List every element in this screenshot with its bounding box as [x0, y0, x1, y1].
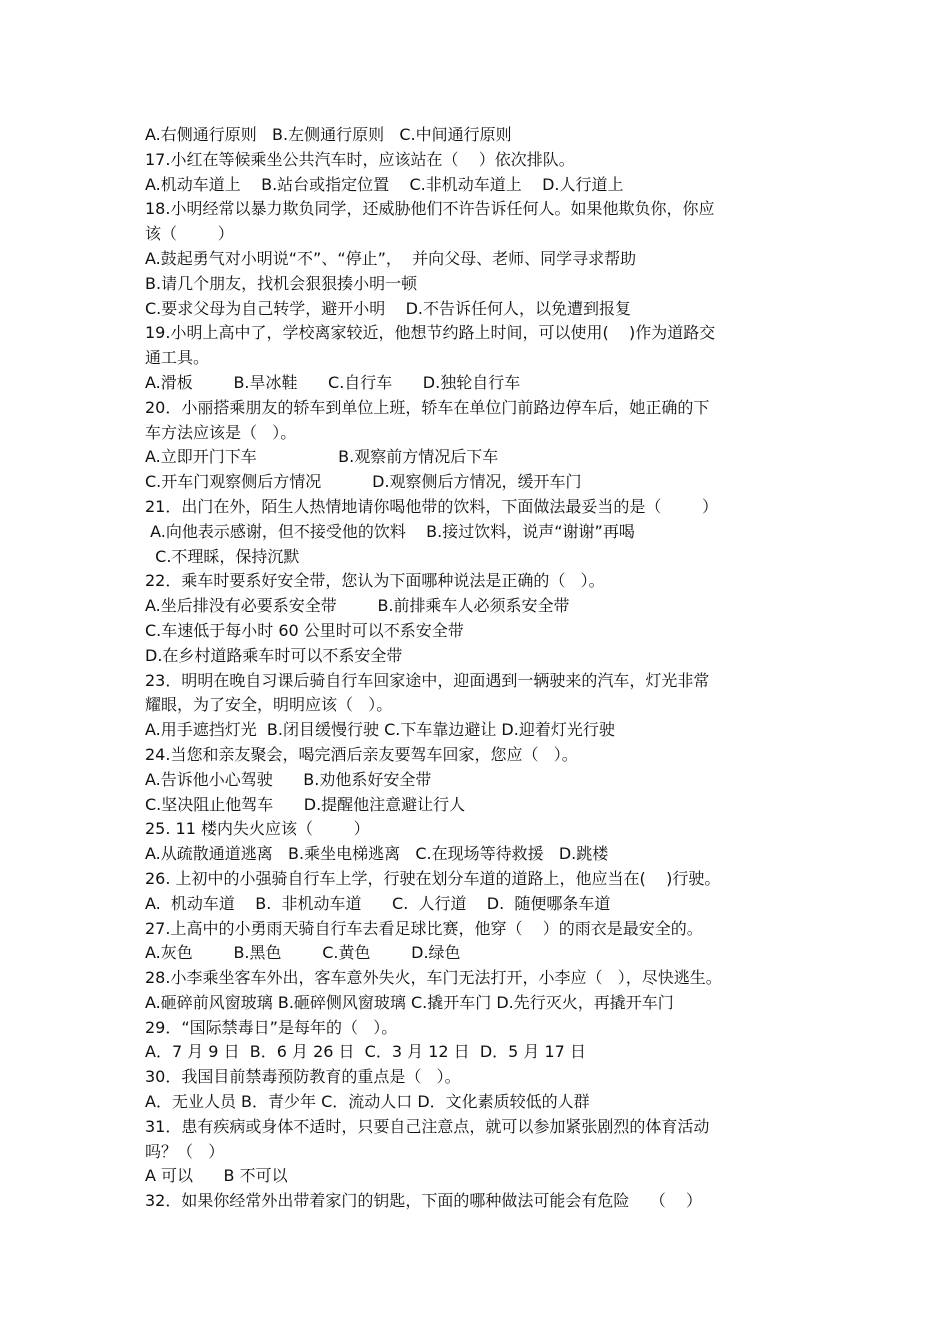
options-22ab: A.坐后排没有必要系安全带 B.前排乘车人必须系安全带 [145, 596, 570, 616]
options-20ab: A.立即开门下车 B.观察前方情况后下车 [145, 447, 499, 467]
options-17: A.机动车道上 B.站台或指定位置 C.非机动车道上 D.人行道上 [145, 174, 624, 194]
question-30: 30．我国目前禁毒预防教育的重点是（ ）。 [145, 1067, 461, 1087]
question-18-cont: 该（ ） [145, 224, 234, 244]
options-29: A．7 月 9 日 B．6 月 26 日 C．3 月 12 日 D．5 月 17 日 [145, 1042, 586, 1062]
options-28: A.砸碎前风窗玻璃 B.砸碎侧风窗玻璃 C.撬开车门 D.先行灭火，再撬开车门 [145, 992, 674, 1012]
question-23: 23．明明在晚自习课后骑自行车回家途中，迎面遇到一辆驶来的汽车，灯光非常 [145, 670, 710, 690]
question-29: 29．“国际禁毒日”是每年的（ ）。 [145, 1017, 398, 1037]
options-24ab: A.告诉他小心驾驶 B.劝他系好安全带 [145, 769, 432, 789]
question-19-cont: 通工具。 [145, 348, 210, 368]
question-23-cont: 耀眼，为了安全，明明应该（ ）。 [145, 695, 393, 715]
question-19: 19.小明上高中了，学校离家较近，他想节约路上时间，可以使用( )作为道路交 [145, 323, 716, 343]
options-31: A 可以 B 不可以 [145, 1166, 288, 1186]
options-26: A. 机动车道 B. 非机动车道 C. 人行道 D. 随便哪条车道 [145, 893, 611, 913]
question-21: 21．出门在外，陌生人热情地请你喝他带的饮料，下面做法最妥当的是（ ） [145, 496, 719, 516]
options-20cd: C.开车门观察侧后方情况 D.观察侧后方情况，缓开车门 [145, 472, 582, 492]
question-17: 17.小红在等候乘坐公共汽车时，应该站在（ ）依次排队。 [145, 149, 575, 169]
question-20: 20．小丽搭乘朋友的轿车到单位上班，轿车在单位门前路边停车后，她正确的下 [145, 397, 710, 417]
question-28: 28.小李乘坐客车外出，客车意外失火，车门无法打开，小李应（ ），尽快逃生。 [145, 968, 722, 988]
question-25: 25. 11 楼内失火应该（ ） [145, 819, 370, 839]
options-21ab: A.向他表示感谢，但不接受他的饮料 B.接过饮料，说声“谢谢”再喝 [145, 521, 635, 541]
option-18a: A.鼓起勇气对小明说“不”、“停止”， 并向父母、老师、同学寻求帮助 [145, 248, 637, 268]
question-32: 32．如果你经常外出带着家门的钥匙，下面的哪种做法可能会有危险 （ ） [145, 1191, 703, 1211]
question-31: 31．患有疾病或身体不适时，只要自己注意点，就可以参加紧张剧烈的体育活动 [145, 1116, 710, 1136]
options-24cd: C.坚决阻止他驾车 D.提醒他注意避让行人 [145, 794, 466, 814]
question-27: 27.上高中的小勇雨天骑自行车去看足球比赛，他穿（ ）的雨衣是最安全的。 [145, 918, 703, 938]
question-20-cont: 车方法应该是（ ）。 [145, 422, 297, 442]
question-26: 26. 上初中的小强骑自行车上学，行驶在划分车道的道路上，他应当在( )行驶。 [145, 868, 721, 888]
option-18cd: C.要求父母为自己转学，避开小明 D.不告诉任何人，以免遭到报复 [145, 298, 632, 318]
question-18: 18.小明经常以暴力欺负同学，还威胁他们不许告诉任何人。如果他欺负你，你应 [145, 199, 715, 219]
document-body [145, 123, 810, 1214]
option-18b: B.请几个朋友，找机会狠狠揍小明一顿 [145, 273, 418, 293]
text-line: A.右侧通行原则 B.左侧通行原则 C.中间通行原则 [145, 125, 512, 144]
options-21c: C.不理睬，保持沉默 [145, 546, 300, 566]
options-25: A.从疏散通道逃离 B.乘坐电梯逃离 C.在现场等待救援 D.跳楼 [145, 844, 609, 864]
options-30: A．无业人员 B．青少年 C．流动人口 D．文化素质较低的人群 [145, 1092, 590, 1112]
options-23: A.用手遮挡灯光 B.闭目缓慢行驶 C.下车靠边避让 D.迎着灯光行驶 [145, 720, 615, 740]
question-24: 24.当您和亲友聚会，喝完酒后亲友要驾车回家，您应（ ）。 [145, 744, 578, 764]
option-22d: D.在乡村道路乘车时可以不系安全带 [145, 645, 403, 665]
options-19: A.滑板 B.旱冰鞋 C.自行车 D.独轮自行车 [145, 372, 521, 392]
options-27: A.灰色 B.黑色 C.黄色 D.绿色 [145, 943, 461, 963]
question-22: 22．乘车时要系好安全带，您认为下面哪种说法是正确的（ ）。 [145, 571, 605, 591]
option-22c: C.车速低于每小时 60 公里时可以不系安全带 [145, 620, 464, 640]
question-31-cont: 吗？（ ） [145, 1141, 225, 1161]
